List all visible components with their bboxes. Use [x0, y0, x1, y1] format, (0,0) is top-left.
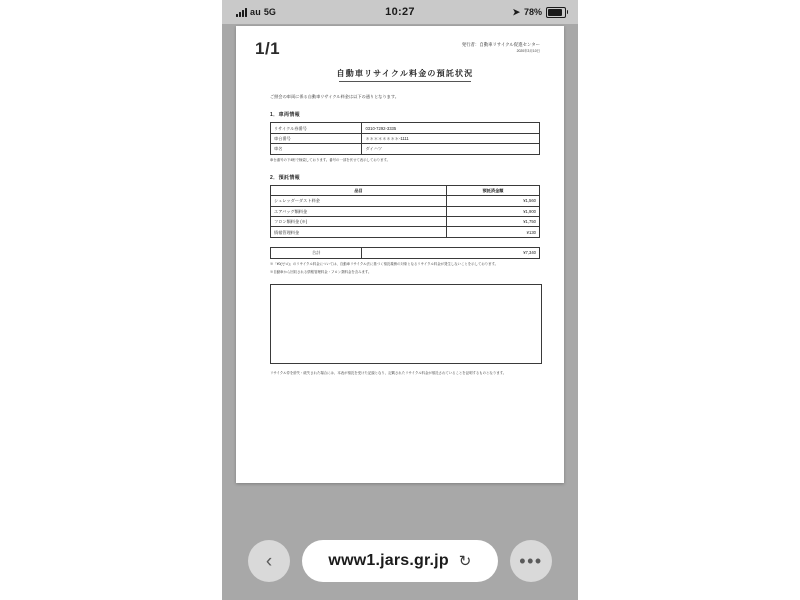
vehicle-row-label: 車台番号	[271, 133, 362, 143]
table-row	[271, 216, 540, 226]
battery-icon	[546, 7, 566, 18]
fee-item-label: 情報管理料金	[271, 227, 447, 237]
document-title: 自動車リサイクル料金の預託状況	[336, 68, 474, 78]
table-row	[271, 206, 540, 216]
section-heading-deposit: 2．預託情報	[270, 174, 301, 181]
vehicle-row-value: 0310-7292-3335	[362, 123, 540, 133]
phone-viewport	[222, 0, 578, 600]
document-content	[270, 42, 540, 377]
issue-date: 2020年3月10日	[516, 48, 540, 53]
battery-percent-label: 78%	[523, 7, 542, 17]
document-lead-text: ご照会の車両に係る自動車リサイクル料金は以下の通りとなります。	[270, 93, 399, 99]
reload-icon[interactable]: ↻	[458, 553, 472, 570]
table-row	[271, 123, 540, 133]
vehicle-info-table	[270, 122, 540, 154]
vehicle-row-value: ＊＊＊＊＊＊＊＊-1111	[362, 133, 540, 143]
total-table	[270, 247, 540, 259]
fee-item-label: フロン類料金 (※)	[271, 216, 447, 226]
status-bar	[222, 0, 578, 24]
fee-item-amount: ¥1,560	[447, 196, 540, 206]
vehicle-note: 車台番号の下4桁で検索しております。番号の一部を伏せて表示しております。	[270, 157, 391, 162]
document-footer-note: リサイクル券を紛失・破失された場合には、本表が預託を受けた記録となり、記載されたリサイクル料金が預託されていることを証明するものとなります。	[270, 371, 507, 376]
table-row	[271, 196, 540, 206]
fee-item-label: シュレッダーダスト料金	[271, 196, 447, 206]
table-row	[271, 227, 540, 237]
page-indicator: 1/1	[246, 34, 289, 64]
fee-item-amount: ¥130	[447, 227, 540, 237]
location-arrow-icon: ➤	[512, 6, 520, 17]
url-text: www1.jars.gr.jp	[328, 552, 449, 569]
fee-table	[270, 185, 540, 238]
chevron-left-icon: ‹	[265, 550, 273, 572]
table-row	[271, 247, 540, 258]
fee-item-amount: ¥1,900	[447, 206, 540, 216]
issuer-line: 発行者：自動車リサイクル促進センター	[461, 42, 540, 47]
total-amount: ¥7,340	[362, 247, 540, 258]
fee-header-item: 品目	[271, 185, 447, 195]
vehicle-row-label: 車名	[271, 144, 362, 154]
fee-header-amount: 預託済金額	[447, 185, 540, 195]
network-type-label: 5G	[263, 7, 276, 17]
fee-item-amount: ¥1,750	[447, 216, 540, 226]
ellipsis-icon: •••	[519, 550, 543, 571]
clock-label: 10:27	[385, 6, 415, 18]
vehicle-row-label: リサイクル券番号	[271, 123, 362, 133]
carrier-label: au	[250, 7, 261, 17]
memo-box	[270, 284, 542, 364]
table-row	[271, 133, 540, 143]
more-options-button[interactable]	[510, 540, 552, 582]
document-page[interactable]	[236, 26, 564, 483]
section-heading-vehicle: 1．車両情報	[270, 112, 301, 119]
fee-item-label: エアバッグ類料金	[271, 206, 447, 216]
title-underline	[339, 81, 471, 82]
vehicle-row-value: ダイハツ	[362, 144, 540, 154]
back-button[interactable]	[248, 540, 290, 582]
table-header-row	[271, 185, 540, 195]
fee-note-1: ※「¥0(ゼロ)」のリサイクル料金については、自動車リサイクル法に基づく預託義務の対象となるリサイクル料金が発生しないことを示しております。	[270, 262, 499, 267]
document-issuer	[270, 42, 540, 54]
fee-note-2: ※自動車から回収される情報管理料金・フロン類料金を含みます。	[270, 270, 372, 275]
address-bar[interactable]	[302, 540, 498, 582]
table-row	[271, 144, 540, 154]
browser-toolbar	[222, 522, 578, 600]
total-label: 合計	[271, 247, 362, 258]
